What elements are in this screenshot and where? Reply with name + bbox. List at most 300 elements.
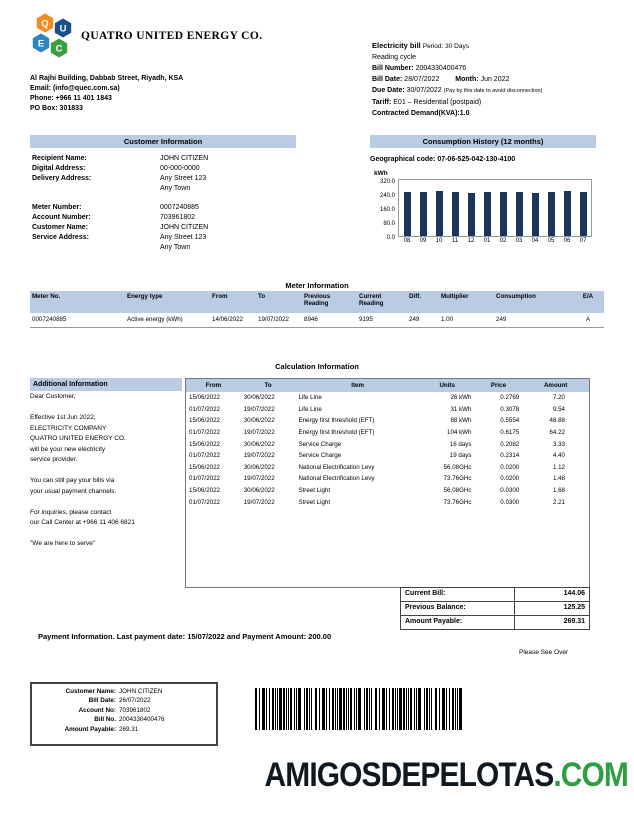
chart-plot	[398, 179, 592, 237]
field-value-line: 703961802	[160, 214, 196, 221]
consumption-bar	[468, 193, 475, 236]
barcode-bar	[326, 688, 327, 730]
calc-cell: 64.22	[549, 429, 565, 437]
calc-cell: 56.08GHc	[443, 463, 472, 471]
calc-cell: Service Charge	[298, 452, 342, 460]
month-label: Month:	[455, 76, 479, 83]
total-row	[400, 587, 590, 602]
barcode-bar	[311, 688, 312, 730]
total-label: Previous Balance:	[405, 604, 466, 611]
calc-cell: 30/06/2022	[243, 487, 275, 495]
field-label: Meter Number:	[32, 204, 82, 211]
calc-cell: 15/06/2022	[189, 417, 220, 425]
y-tick-label: 320.0	[379, 178, 395, 185]
barcode-bar	[283, 688, 285, 730]
calc-table-body	[186, 392, 589, 508]
y-tick-label: 240.0	[379, 192, 395, 199]
logo-letter-q: Q	[41, 18, 49, 30]
address-line: Al Rajhi Building, Dabbab Street, Riyadh, KSA	[30, 75, 184, 82]
field-value-line: 00-000-0000	[160, 165, 200, 172]
barcode-bar	[319, 688, 320, 730]
calc-cell: 30/06/2022	[243, 417, 275, 425]
additional-line: our Call Center at +966 11 406 6821	[30, 519, 135, 526]
barcode-bar	[309, 688, 310, 730]
tariff-value: E01 – Residential (postpaid)	[393, 99, 482, 106]
calc-table-row	[186, 415, 589, 427]
calculation-information-title: Calculation Information	[275, 362, 359, 371]
barcode-bar	[431, 688, 432, 730]
barcode-bar	[366, 688, 368, 730]
chart-x-axis	[399, 238, 592, 244]
x-tick-label: 11	[451, 238, 459, 244]
consumption-bar	[564, 191, 571, 237]
customer-field-row	[32, 164, 332, 174]
company-logo-icon	[28, 12, 74, 60]
meter-header-cell: To	[258, 293, 266, 300]
barcode-bar	[322, 688, 325, 730]
calc-cell: Energy first threshold (EFT)	[298, 417, 375, 425]
calc-table-header	[186, 379, 589, 392]
calc-table-row	[186, 392, 589, 404]
please-see-over: Please See Over	[519, 649, 569, 656]
barcode-bar	[375, 688, 377, 730]
barcode-bar	[296, 688, 297, 730]
barcode-bar	[426, 688, 428, 730]
barcode-bar	[418, 688, 421, 730]
calc-cell: 0.0300	[500, 498, 520, 506]
calc-table-row	[186, 450, 589, 462]
calc-cell: 73.76GHc	[443, 498, 472, 506]
x-tick-label: 12	[467, 238, 475, 244]
calc-cell: 0.5554	[500, 417, 520, 425]
barcode-bar	[395, 688, 396, 730]
bar-slot	[559, 191, 575, 237]
meter-cell: 0007240885	[32, 316, 67, 323]
barcode-bar	[294, 688, 295, 730]
bar-slot	[447, 192, 463, 236]
barcode	[255, 688, 470, 730]
payment-stub	[30, 682, 218, 746]
calc-cell: 7.20	[552, 394, 565, 402]
address-line: PO Box: 301833	[30, 105, 83, 112]
field-label: Delivery Address:	[32, 175, 92, 182]
calc-header-cell: From	[205, 382, 222, 389]
barcode-bar	[457, 688, 458, 730]
bill-info	[372, 40, 612, 119]
calc-header-cell: Units	[439, 382, 455, 389]
bar-slot	[431, 191, 447, 236]
additional-line: will be your new electricity	[30, 445, 106, 453]
bill-title-line	[372, 40, 612, 52]
due-date-note: (Pay by this date to avoid disconnection)	[443, 88, 543, 94]
barcode-bar	[449, 688, 450, 730]
bar-slot	[399, 192, 415, 236]
barcode-bar	[371, 688, 372, 730]
additional-line: your usual payment channels.	[30, 487, 117, 495]
bill-date-value: 28/07/2022	[404, 76, 440, 83]
total-row	[400, 601, 590, 616]
field-value	[160, 174, 206, 194]
tariff-line	[372, 97, 612, 108]
barcode-bar	[255, 688, 257, 730]
additional-line	[30, 529, 182, 539]
consumption-bar	[580, 192, 587, 236]
consumption-bar	[516, 192, 523, 236]
stub-row	[32, 706, 216, 715]
additional-lines	[30, 392, 182, 549]
meter-cell: A	[585, 316, 591, 323]
consumption-bar	[436, 191, 443, 236]
field-label: Account Number:	[32, 214, 91, 221]
bar-slot	[495, 192, 511, 236]
calc-cell: 16 days	[449, 440, 472, 448]
field-value-line: 0007240885	[160, 204, 199, 211]
logo-letter-u: U	[59, 23, 67, 35]
y-tick-label: 160.0	[379, 206, 395, 213]
customer-field-row	[32, 154, 332, 164]
calc-cell: National Electrification Levy	[298, 475, 375, 483]
barcode-bar	[277, 688, 278, 730]
bill-date-label: Bill Date:	[372, 76, 403, 83]
stub-label: Customer Name:	[65, 688, 116, 695]
total-value: 125.25	[514, 602, 589, 615]
month-value: Jun 2022	[480, 76, 510, 83]
bill-number-line	[372, 63, 612, 74]
calc-table-row	[186, 485, 589, 497]
barcode-bar	[259, 688, 260, 730]
field-value	[160, 213, 195, 223]
meter-header-cell: Meter No.	[32, 293, 61, 300]
total-value: 144.06	[514, 588, 589, 601]
stub-value: JOHN CITIZEN	[119, 688, 163, 695]
due-date-label: Due Date:	[372, 87, 405, 94]
calc-cell: Energy first threshold (EFT)	[298, 429, 375, 437]
payment-information-line: Payment Information. Last payment date: 15/07/2022 and Payment Amount: 200.00	[38, 632, 332, 641]
barcode-bar	[348, 688, 349, 730]
calc-cell: 30/06/2022	[243, 394, 275, 402]
field-value	[160, 223, 208, 233]
meter-header-cell: Multiplier	[441, 293, 469, 300]
field-value	[160, 154, 208, 164]
field-label: Customer Name:	[32, 224, 89, 231]
barcode-bar	[406, 688, 407, 730]
x-tick-label: 08	[403, 238, 411, 244]
calc-cell: Life Line	[298, 394, 322, 402]
calc-cell: 01/07/2022	[189, 475, 220, 483]
total-value: 269.31	[514, 616, 589, 629]
calc-cell: National Electrification Levy	[298, 463, 375, 471]
bill-title: Electricity bill	[372, 41, 421, 50]
x-tick-label: 03	[515, 238, 523, 244]
additional-line	[30, 497, 182, 507]
barcode-bar	[329, 688, 330, 730]
consumption-bar	[484, 192, 491, 236]
barcode-bar	[272, 688, 274, 730]
barcode-bar	[266, 688, 267, 730]
additional-line: service provider.	[30, 456, 78, 463]
barcode-bar	[356, 688, 357, 730]
meter-table	[30, 291, 604, 328]
barcode-bar	[382, 688, 385, 730]
meter-header-cell: From	[212, 293, 228, 300]
bar-slot	[479, 192, 495, 236]
stub-row	[32, 696, 216, 705]
field-value-line: Any Town	[160, 185, 191, 192]
field-value	[160, 233, 206, 253]
consumption-bar	[548, 192, 555, 236]
calc-cell: 2.21	[552, 498, 565, 506]
calc-cell: 15/06/2022	[189, 487, 220, 495]
barcode-bar	[386, 688, 387, 730]
bar-slot	[575, 192, 591, 236]
meter-header-cell: Diff.	[409, 293, 422, 300]
barcode-bar	[298, 688, 301, 730]
calc-cell: 19/07/2022	[243, 498, 275, 506]
meter-cell: 1.00	[441, 316, 454, 323]
calc-cell: 4.40	[552, 452, 565, 460]
calc-cell: 56.08GHc	[443, 487, 472, 495]
field-value	[160, 164, 200, 174]
x-tick-label: 09	[419, 238, 427, 244]
total-row	[400, 615, 590, 630]
consumption-bar	[420, 192, 427, 236]
stub-label: Bill Date:	[88, 697, 116, 705]
calc-cell: Street Light	[298, 498, 331, 506]
x-tick-label: 05	[547, 238, 555, 244]
barcode-bar	[364, 688, 365, 730]
meter-header-cell: Current Reading	[359, 293, 384, 307]
y-tick-label: 0.0	[386, 234, 395, 241]
x-tick-label: 10	[435, 238, 443, 244]
barcode-bar	[442, 688, 445, 730]
stub-label: Bill No.	[94, 716, 116, 724]
field-value-line: JOHN CITIZEN	[160, 155, 209, 162]
calc-cell: 19/07/2022	[243, 429, 275, 437]
calc-cell: 01/07/2022	[189, 498, 220, 506]
calc-cell: Life Line	[298, 405, 322, 413]
meter-header-cell: Previous Reading	[304, 293, 331, 307]
barcode-bar	[304, 688, 305, 730]
barcode-bar	[410, 688, 412, 730]
calc-cell: 01/07/2022	[189, 429, 220, 437]
calc-table-row	[186, 473, 589, 485]
barcode-bar	[288, 688, 289, 730]
calc-cell: 73.76GHc	[443, 475, 472, 483]
due-date-line	[372, 85, 612, 97]
barcode-bar	[354, 688, 355, 730]
barcode-bar	[358, 688, 361, 730]
watermark-main: AMIGOSDEPELOTAS	[264, 756, 554, 794]
logo-letter-e: E	[37, 38, 45, 50]
meter-header-cell: E/A	[582, 293, 594, 300]
barcode-bar	[408, 688, 409, 730]
calc-table-row	[186, 462, 589, 474]
additional-line: Dear Customer,	[30, 393, 76, 400]
calc-cell: 15/06/2022	[189, 394, 220, 402]
additional-line: For inquiries, please contact	[30, 508, 112, 516]
additional-line	[30, 403, 182, 413]
geo-value: 07-06-525-042-130-4100	[437, 156, 516, 163]
calc-cell: 0.0200	[500, 475, 520, 483]
calc-table-row	[186, 427, 589, 439]
calc-table-row	[186, 438, 589, 450]
calc-cell: 30/06/2022	[243, 440, 275, 448]
calc-header-cell: To	[264, 382, 272, 389]
x-tick-label: 01	[483, 238, 491, 244]
meter-information-title: Meter Information	[285, 281, 349, 290]
barcode-bar	[439, 688, 440, 730]
calc-cell: 1.48	[552, 475, 565, 483]
consumption-bar	[532, 193, 539, 236]
barcode-bar	[379, 688, 380, 730]
stub-row	[32, 687, 216, 696]
calc-cell: 15/06/2022	[189, 463, 220, 471]
barcode-bar	[315, 688, 317, 730]
address-line: Email: (info@quec.com.sa)	[30, 85, 120, 92]
barcode-bar	[424, 688, 425, 730]
barcode-bar	[343, 688, 345, 730]
barcode-bar	[350, 688, 352, 730]
stub-row	[32, 715, 216, 724]
tariff-label: Tariff:	[372, 99, 392, 106]
calc-cell: Street Light	[298, 487, 331, 495]
barcode-bar	[332, 688, 334, 730]
consumption-bar	[404, 192, 411, 236]
stub-value: 2004330400476	[119, 716, 165, 724]
field-value-line: Any Town	[160, 244, 191, 251]
customer-field-row	[32, 233, 332, 253]
total-label: Current Bill:	[405, 590, 446, 597]
calc-cell: 3.33	[552, 440, 565, 448]
calc-cell: 0.2082	[500, 440, 520, 448]
customer-field-row	[32, 174, 332, 194]
bill-number-label: Bill Number:	[372, 65, 414, 72]
x-tick-label: 02	[499, 238, 507, 244]
consumption-chart	[372, 170, 592, 244]
calc-cell: 0.0200	[500, 463, 520, 471]
calc-cell: 88 kWh	[450, 417, 472, 425]
barcode-bar	[269, 688, 270, 730]
bar-slot	[511, 192, 527, 236]
logo-letter-c: C	[55, 43, 63, 55]
barcode-bar	[337, 688, 338, 730]
field-value	[160, 203, 199, 213]
meter-cell: 19/07/2022	[258, 316, 289, 323]
meter-table-header	[30, 291, 604, 313]
calc-cell: 9.54	[552, 405, 565, 413]
calc-header-cell: Item	[351, 382, 365, 389]
x-tick-label: 04	[531, 238, 539, 244]
stub-value: 703961802	[119, 706, 151, 714]
reading-cycle: Reading cycle	[372, 54, 416, 61]
barcode-bar	[429, 688, 430, 730]
calc-cell: 0.6175	[500, 429, 520, 437]
calc-cell: 104 kWh	[447, 429, 472, 437]
chart-y-axis-title: kWh	[374, 170, 388, 177]
consumption-bar	[500, 192, 507, 236]
meter-cell: 9195	[359, 316, 373, 323]
bill-number-value: 2004330400476	[415, 65, 467, 72]
additional-line: "We are here to serve"	[30, 540, 96, 547]
calc-cell: 0.0300	[500, 487, 520, 495]
barcode-bar	[452, 688, 454, 730]
barcode-bar	[446, 688, 447, 730]
meter-cell: 249	[496, 316, 507, 323]
bar-slot	[463, 193, 479, 236]
meter-cell: 249	[409, 316, 420, 323]
x-tick-label: 07	[579, 238, 587, 244]
calc-header-cell: Amount	[543, 382, 568, 389]
consumption-bar	[452, 192, 459, 236]
barcode-bar	[414, 688, 415, 730]
additional-information-header: Additional Information	[30, 378, 182, 391]
barcode-bar	[369, 688, 370, 730]
meter-cell: 8946	[304, 316, 318, 323]
stub-value: 269.31	[119, 725, 139, 733]
additional-information	[30, 378, 182, 549]
calc-cell: Service Charge	[298, 440, 342, 448]
meter-cell: 14/06/2022	[212, 316, 243, 323]
calc-cell: 01/07/2022	[189, 452, 220, 460]
totals	[400, 588, 590, 630]
calc-cell: 0.3078	[500, 405, 520, 413]
meter-table-row	[30, 313, 604, 328]
watermark	[265, 756, 628, 795]
calc-table-row	[186, 404, 589, 416]
field-value-line: JOHN CITIZEN	[160, 224, 209, 231]
customer-field-row	[32, 213, 332, 223]
meter-header-cell: Energy type	[127, 293, 163, 300]
barcode-bar	[397, 688, 398, 730]
field-value-line: Any Street 123	[160, 175, 207, 182]
calc-cell: 1.68	[552, 487, 565, 495]
company-name: QUATRO UNITED ENERGY CO.	[81, 30, 263, 42]
geo-label: Geographical code:	[370, 156, 436, 163]
bar-slot	[415, 192, 431, 236]
barcode-bar	[455, 688, 456, 730]
barcode-bar	[346, 688, 347, 730]
chart-y-axis	[372, 178, 398, 241]
barcode-bar	[416, 688, 417, 730]
barcode-bar	[339, 688, 342, 730]
watermark-suffix: .COM	[553, 756, 628, 794]
additional-line	[30, 466, 182, 476]
geographical-code	[370, 156, 515, 163]
meter-cell: Active energy (kWh)	[127, 316, 183, 323]
x-tick-label: 06	[563, 238, 571, 244]
calc-cell: 30/06/2022	[243, 463, 275, 471]
calc-cell: 19 days	[449, 452, 472, 460]
barcode-bar	[435, 688, 437, 730]
stub-label: Amount Payable:	[64, 725, 116, 733]
additional-line: Effective 1st Jun 2022,	[30, 414, 96, 421]
calculation-table	[185, 378, 590, 588]
stub-value: 26/07/2022	[119, 697, 151, 705]
bill-date-line	[372, 74, 612, 85]
barcode-bar	[392, 688, 394, 730]
address-line: Phone: +966 11 401 1843	[30, 95, 112, 102]
calc-cell: 15/06/2022	[189, 440, 220, 448]
customer-fields	[32, 154, 332, 253]
field-label: Digital Address:	[32, 165, 86, 172]
additional-line: QUATRO UNITED ENERGY CO.	[30, 435, 126, 442]
meter-header-cell: Consumption	[496, 293, 536, 300]
customer-field-row	[32, 223, 332, 233]
calc-cell: 31 kWh	[450, 405, 472, 413]
barcode-bar	[389, 688, 390, 730]
barcode-bar	[275, 688, 276, 730]
barcode-bar	[290, 688, 292, 730]
